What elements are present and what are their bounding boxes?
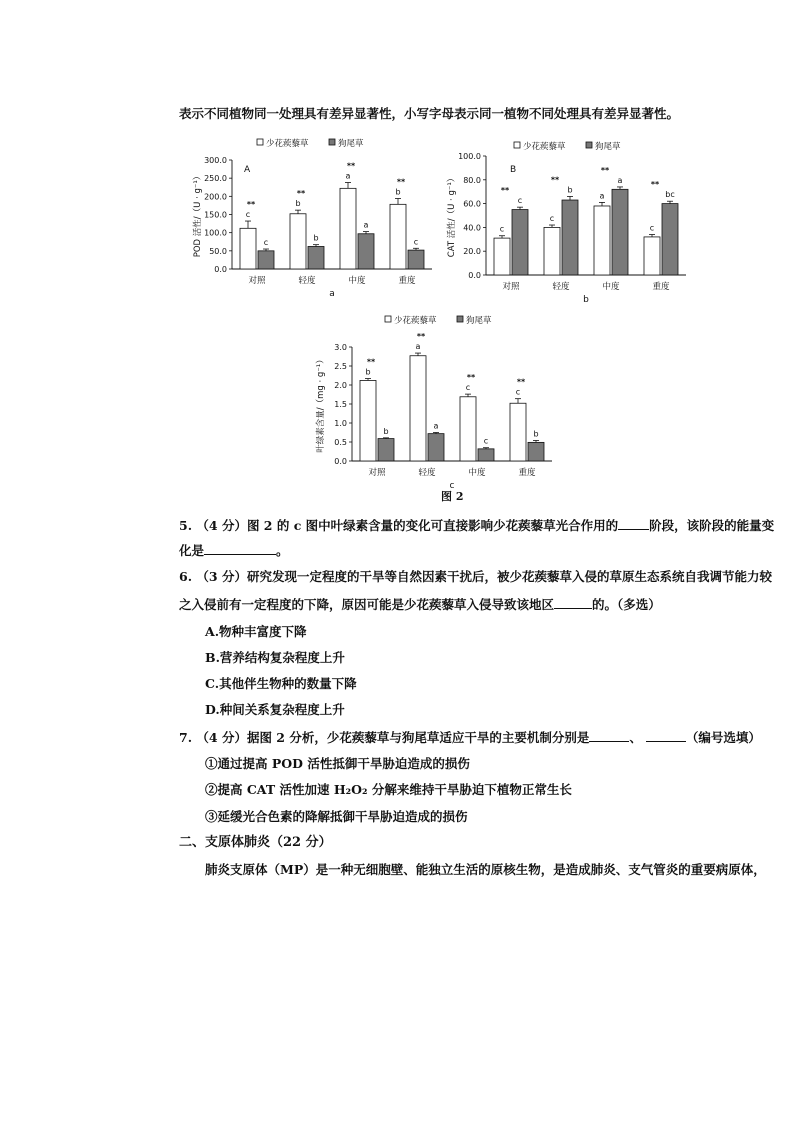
q7-text-a: 7. （4 分）据图 2 分析，少花蒺藜草与狗尾草适应干旱的主要机制分别是: [179, 730, 590, 745]
q6-option-b: B.营养结构复杂程度上升: [205, 650, 345, 665]
bar-series1: [390, 204, 406, 269]
y-tick-label: 300.0: [204, 156, 227, 165]
chart-sub-label: a: [329, 289, 335, 299]
question-6-line2: [179, 596, 661, 613]
significance-stars: **: [416, 332, 426, 342]
legend-swatch-series1: [257, 139, 263, 145]
significance-letter: c: [515, 387, 521, 397]
significance-stars: **: [246, 200, 256, 210]
q6-option-d: D.种间关系复杂程度上升: [205, 702, 345, 717]
y-tick-label: 1.0: [334, 419, 347, 428]
bar-series1: [460, 397, 476, 461]
section-2-paragraph: 肺炎支原体（MP）是一种无细胞壁、能独立生活的原核生物，是造成肺炎、支气管炎的重要病原体，: [205, 862, 766, 877]
legend-label-series2: 狗尾草: [466, 316, 492, 326]
significance-stars: **: [296, 189, 306, 199]
significance-stars: **: [396, 177, 406, 187]
x-tick-label: 轻度: [552, 282, 570, 292]
y-tick-label: 1.5: [334, 400, 347, 409]
bar-series2: [512, 210, 528, 275]
significance-letter: a: [433, 421, 439, 431]
legend-label-series1: 少花蒺藜草: [394, 316, 437, 326]
significance-stars: **: [346, 161, 356, 171]
q7-item-2: ②提高 CAT 活性加速 H₂O₂ 分解来维持干旱胁迫下植物正常生长: [205, 782, 572, 797]
bar-series1: [360, 380, 376, 461]
y-axis-label: 叶绿素含量/（mg · g⁻¹）: [316, 355, 326, 453]
significance-stars: **: [516, 377, 526, 387]
significance-letter: c: [263, 238, 269, 248]
q6-option-a: A.物种丰富度下降: [205, 624, 307, 639]
legend-label-series1: 少花蒺藜草: [266, 139, 309, 149]
legend-swatch-series2: [329, 139, 335, 145]
bar-series2: [378, 439, 394, 461]
y-tick-label: 3.0: [334, 343, 347, 352]
significance-stars: **: [600, 165, 610, 175]
bar-series1: [290, 214, 306, 269]
chart-a-pod: [192, 132, 452, 312]
y-axis-label: POD 活性/（U · g⁻¹）: [193, 171, 203, 258]
significance-letter: b: [567, 185, 573, 195]
q6-option-c: C.其他伴生物种的数量下降: [205, 676, 357, 691]
y-tick-label: 0.0: [214, 265, 227, 274]
significance-stars: **: [650, 180, 660, 190]
x-tick-label: 轻度: [418, 468, 436, 478]
bar-series2: [662, 204, 678, 275]
bar-series1: [644, 237, 660, 275]
significance-letter: c: [649, 223, 655, 233]
legend-label-series2: 狗尾草: [595, 142, 621, 152]
significance-stars: **: [366, 357, 376, 367]
x-tick-label: 中度: [348, 276, 366, 286]
y-tick-label: 20.0: [463, 247, 481, 257]
bar-series1: [240, 228, 256, 269]
q6-text-b: 之入侵前有一定程度的下降，原因可能是少花蒺藜草入侵导致该地区: [179, 597, 555, 612]
bar-series2: [258, 251, 274, 269]
significance-letter: b: [295, 199, 301, 209]
bar-series2: [358, 234, 374, 269]
legend-swatch-series1: [385, 316, 391, 322]
bar-series2: [478, 449, 494, 461]
significance-stars: **: [550, 175, 560, 185]
significance-stars: **: [466, 373, 476, 383]
q5-text-b: 阶段，该阶段的能量变: [649, 518, 775, 533]
x-tick-label: 对照: [248, 276, 266, 286]
q6-blank[interactable]: [554, 596, 592, 609]
significance-stars: **: [500, 186, 510, 196]
significance-letter: c: [499, 224, 505, 234]
x-tick-label: 对照: [502, 282, 520, 292]
bar-series2: [308, 246, 324, 269]
y-axis-label: CAT 活性/（U · g⁻¹）: [447, 173, 457, 258]
bar-series2: [562, 200, 578, 275]
x-tick-label: 重度: [518, 468, 536, 478]
y-tick-label: 150.0: [204, 210, 227, 220]
x-tick-label: 对照: [368, 468, 386, 478]
q7-text-b: （编号选填）: [685, 730, 761, 745]
question-5-line2: [179, 542, 289, 559]
legend-swatch-series2: [457, 316, 463, 322]
significance-letter: a: [599, 191, 605, 201]
significance-letter: b: [365, 367, 371, 377]
bar-series1: [594, 206, 610, 275]
legend-swatch-series2: [586, 142, 592, 148]
legend-label-series2: 狗尾草: [338, 139, 364, 149]
bar-series1: [494, 238, 510, 275]
significance-letter: a: [617, 175, 623, 185]
significance-letter: c: [465, 383, 471, 393]
significance-letter: a: [415, 342, 421, 352]
q7-sep: 、: [629, 730, 642, 745]
q5-blank-2[interactable]: [204, 542, 276, 555]
q6-text-c: 的。（多选）: [592, 597, 661, 612]
bar-series1: [340, 188, 356, 269]
y-tick-label: 2.5: [334, 362, 347, 371]
significance-letter: c: [413, 237, 419, 247]
bar-series2: [428, 434, 444, 461]
y-tick-label: 60.0: [463, 199, 481, 209]
x-tick-label: 中度: [468, 468, 486, 478]
chart-b-cat: [446, 132, 696, 312]
significance-letter: c: [483, 436, 489, 446]
legend-label-series1: 少花蒺藜草: [523, 142, 566, 152]
bar-series1: [410, 356, 426, 461]
figure-caption: 图 2: [441, 490, 464, 503]
section-2-title: 二、支原体肺炎（22 分）: [179, 835, 332, 850]
legend-swatch-series1: [514, 142, 520, 148]
y-tick-label: 250.0: [204, 174, 227, 184]
y-tick-label: 100.0: [458, 152, 481, 161]
q7-blank-2[interactable]: [646, 729, 686, 742]
y-tick-label: 40.0: [463, 223, 481, 233]
y-tick-label: 0.0: [334, 457, 347, 466]
panel-letter: A: [244, 165, 251, 175]
question-6: 6. （3 分）研究发现一定程度的干旱等自然因素干扰后，被少花蒺藜草入侵的草原生态系统自我调节能力较: [179, 569, 772, 584]
x-tick-label: 重度: [652, 282, 670, 292]
q7-item-3: ③延缓光合色素的降解抵御干旱胁迫造成的损伤: [205, 809, 468, 824]
bar-series2: [408, 250, 424, 269]
question-7: [179, 729, 761, 746]
y-tick-label: 50.0: [209, 246, 227, 256]
significance-letter: c: [517, 196, 523, 206]
q7-blank-1[interactable]: [589, 729, 629, 742]
x-tick-label: 重度: [398, 276, 416, 286]
q5-text-a: 5. （4 分）图 2 的 c 图中叶绿素含量的变化可直接影响少花蒺藜草光合作用的: [179, 518, 619, 533]
significance-letter: bc: [665, 190, 675, 200]
significance-letter: b: [383, 426, 389, 436]
significance-letter: b: [313, 233, 319, 243]
y-tick-label: 0.5: [334, 438, 347, 447]
q7-item-1: ①通过提高 POD 活性抵御干旱胁迫造成的损伤: [205, 756, 470, 771]
q5-text-d: 。: [276, 543, 289, 558]
intro-line: 表示不同植物同一处理具有差异显著性，小写字母表示同一植物不同处理具有差异显著性。: [179, 106, 680, 121]
q5-blank-1[interactable]: [618, 517, 649, 530]
y-tick-label: 200.0: [204, 192, 227, 202]
y-tick-label: 0.0: [468, 271, 481, 280]
significance-letter: c: [245, 210, 251, 220]
significance-letter: b: [395, 187, 401, 197]
x-tick-label: 中度: [602, 282, 620, 292]
significance-letter: c: [549, 214, 555, 224]
bar-series2: [528, 442, 544, 461]
bar-series1: [510, 403, 526, 461]
y-tick-label: 80.0: [463, 175, 481, 185]
question-5: [179, 517, 774, 534]
bar-series1: [544, 227, 560, 275]
significance-letter: b: [533, 429, 539, 439]
panel-letter: B: [510, 165, 517, 175]
y-tick-label: 100.0: [204, 228, 227, 238]
chart-sub-label: b: [583, 295, 589, 305]
x-tick-label: 轻度: [298, 276, 316, 286]
q5-text-c: 化是: [179, 543, 205, 558]
y-tick-label: 2.0: [334, 381, 347, 390]
significance-letter: a: [363, 220, 369, 230]
chart-c-chlorophyll: [315, 310, 565, 500]
significance-letter: a: [345, 171, 351, 181]
bar-series2: [612, 189, 628, 275]
chart-sub-label: c: [449, 481, 455, 491]
